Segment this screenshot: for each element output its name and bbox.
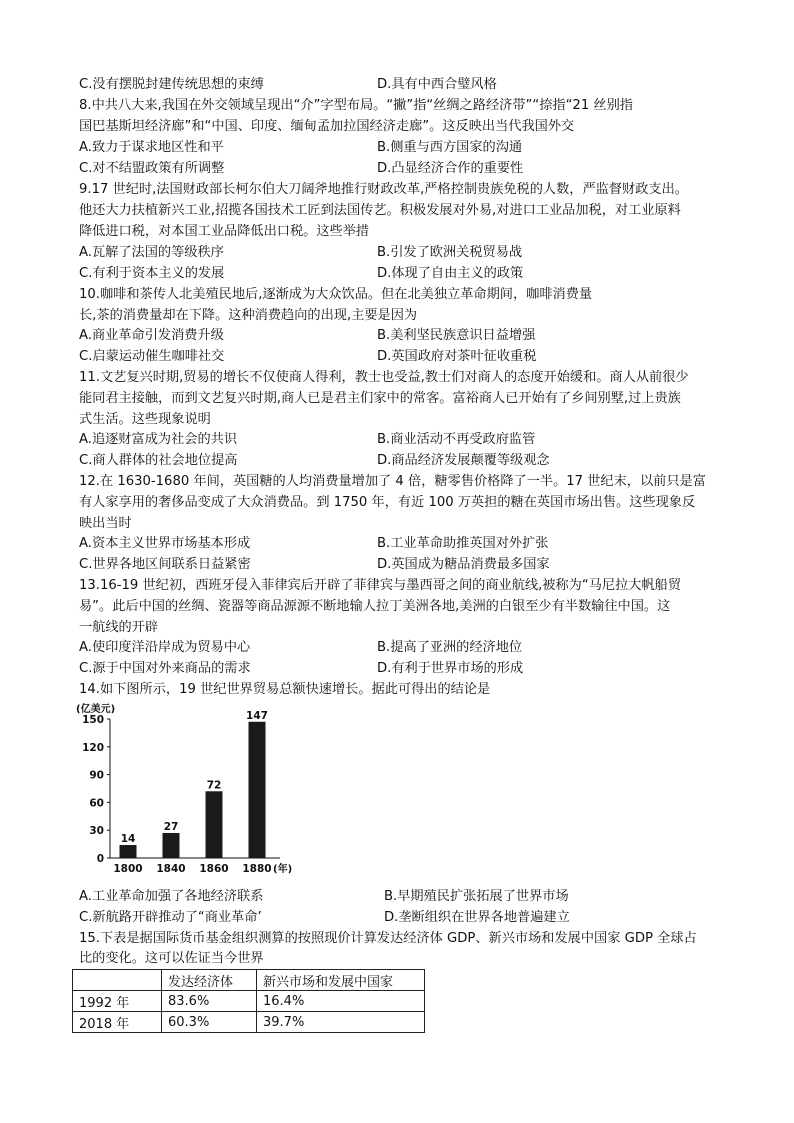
q12-option-b: B.工业革命助推英国对外扩张 xyxy=(377,536,549,551)
table-header-cell: 新兴市场和发展中国家 xyxy=(257,970,425,991)
q14-stem: 14.如下图所示，19 世纪世界贸易总额快速增长。据此可得出的结论是 xyxy=(79,682,491,697)
q9-option-c: C.有利于资本主义的发展 xyxy=(79,266,225,281)
q14-option-a: A.工业革命加强了各地经济联系 xyxy=(79,889,264,904)
q10-option-b: B.美利坚民族意识日益增强 xyxy=(377,328,536,343)
q13-stem-line-3: 一航线的开辟 xyxy=(79,620,159,635)
data-label: 147 xyxy=(246,709,268,722)
gdp-share-table xyxy=(72,969,425,1033)
bar-1880 xyxy=(249,722,266,858)
q15-stem-line-1: 15.下表是据国际货币基金组织测算的按照现价计算发达经济体 GDP、新兴市场和发展中国家 GDP 全球占 xyxy=(79,931,697,946)
q10-option-c: C.启蒙运动催生咖啡社交 xyxy=(79,349,225,364)
q11-option-c: C.商人群体的社会地位提高 xyxy=(79,453,238,468)
x-tick-label: 1800 xyxy=(113,863,143,875)
q12-stem-line-1: 12.在 1630-1680 年间，英国糖的人均消费量增加了 4 倍，糖零售价格降了一半。17 世纪末，以前只是富 xyxy=(79,474,706,489)
q11-option-a: A.追逐财富成为社会的共识 xyxy=(79,432,238,447)
bar-1860 xyxy=(206,791,223,858)
q7-option-d: D.具有中西合璧风格 xyxy=(377,77,497,92)
q8-option-a: A.致力于谋求地区性和平 xyxy=(79,140,224,155)
y-tick-label: 90 xyxy=(89,769,104,782)
x-tick-label: 1840 xyxy=(156,863,186,875)
q14-option-d: D.垄断组织在世界各地普遍建立 xyxy=(384,910,570,925)
q10-stem-line-2: 长,茶的消费量却在下降。这种消费趋向的出现,主要是因为 xyxy=(79,308,418,323)
x-axis-unit: (年) xyxy=(273,864,293,875)
bar-1800 xyxy=(120,845,137,858)
q9-option-a: A.瓦解了法国的等级秩序 xyxy=(79,245,224,260)
q13-option-d: D.有利于世界市场的形成 xyxy=(377,661,524,676)
q8-stem-line-1: 8.中共八大来,我国在外交领域呈现出“介”字型布局。“撇”指“丝绸之路经济带”“捺指“21 丝别指 xyxy=(79,98,633,113)
q12-stem-line-3: 映出当时 xyxy=(79,516,132,531)
q13-stem-line-2: 易”。此后中国的丝绸、瓷器等商品源源不断地输人拉丁美洲各地,美洲的白银至少有半数输往中国。这 xyxy=(79,599,671,614)
bar-1840 xyxy=(163,833,180,858)
q11-option-b: B.商业活动不再受政府监管 xyxy=(377,432,536,447)
data-label: 14 xyxy=(120,833,136,846)
q13-stem-line-1: 13.16-19 世纪初，西班牙侵入菲律宾后开辟了菲律宾与墨西哥之间的商业航线,被称为“马尼拉大帆船贸 xyxy=(79,578,682,593)
q13-option-c: C.源于中国对外来商品的需求 xyxy=(79,661,251,676)
q10-stem-line-1: 10.咖啡和茶传人北美殖民地后,逐渐成为大众饮品。但在北美独立革命期间，咖啡消费量 xyxy=(79,287,593,302)
q10-option-d: D.英国政府对茶叶征收重税 xyxy=(377,349,537,364)
table-cell: 83.6% xyxy=(162,991,257,1012)
q13-option-a: A.使印度洋沿岸成为贸易中心 xyxy=(79,640,251,655)
table-header-cell: 发达经济体 xyxy=(162,970,257,991)
q7-option-c: C.没有摆脱封建传统思想的束缚 xyxy=(79,77,264,92)
q14-option-b: B.早期殖民扩张拓展了世界市场 xyxy=(384,889,569,904)
q9-stem-line-2: 他还大力扶植新兴工业,招揽各国技术工匠到法国传艺。积极发展对外易,对进口工业品加税，对工业原料 xyxy=(79,203,681,218)
q8-option-c: C.对不结盟政策有所调整 xyxy=(79,161,225,176)
q9-stem-line-1: 9.17 世纪时,法国财政部长柯尔伯大刀阔斧地推行财政改革,严格控制贵族免税的人数，严监督财政支出。 xyxy=(79,182,688,197)
q9-option-b: B.引发了欧洲关税贸易战 xyxy=(377,245,523,260)
q11-option-d: D.商品经济发展颠覆等级观念 xyxy=(377,453,550,468)
y-tick-label: 30 xyxy=(89,825,104,838)
q10-option-a: A.商业革命引发消费升级 xyxy=(79,328,224,343)
q11-stem-line-3: 式生活。这些现象说明 xyxy=(79,412,211,427)
q8-option-d: D.凸显经济合作的重要性 xyxy=(377,161,524,176)
y-tick-label: 120 xyxy=(82,741,104,754)
q8-stem-line-2: 国巴基斯坦经济廊”和“中国、印度、缅甸孟加拉国经济走廊”。这反映出当代我国外交 xyxy=(79,119,575,134)
world-trade-bar-chart xyxy=(72,703,312,875)
x-tick-label: 1880 xyxy=(242,863,272,875)
table-cell: 60.3% xyxy=(162,1012,257,1033)
q12-option-a: A.资本主义世界市场基本形成 xyxy=(79,536,251,551)
y-tick-label: 60 xyxy=(89,797,104,810)
q11-stem-line-2: 能同君主接触，而到文艺复兴时期,商人已是君主们家中的常客。富裕商人已开始有了乡间别墅,过上贵族 xyxy=(79,391,681,406)
q15-stem-line-2: 比的变化。这可以佐证当今世界 xyxy=(79,951,264,966)
data-label: 27 xyxy=(163,820,179,833)
q9-stem-line-3: 降低进口税，对本国工业品降低出口税。这些举措 xyxy=(79,224,370,239)
table-row xyxy=(73,1012,425,1033)
q13-option-b: B.提高了亚洲的经济地位 xyxy=(377,640,523,655)
q12-option-c: C.世界各地区间联系日益紧密 xyxy=(79,557,251,572)
q11-stem-line-1: 11.文艺复兴时期,贸易的增长不仅使商人得利，教士也受益,教士们对商人的态度开始缓和。商人从前很少 xyxy=(79,370,689,385)
table-header-row xyxy=(73,970,425,991)
table-header-cell xyxy=(73,970,162,991)
y-tick-label: 150 xyxy=(82,714,104,726)
q14-option-c: C.新航路开辟推动了“商业革命’ xyxy=(79,910,262,925)
table-cell: 39.7% xyxy=(257,1012,425,1033)
x-tick-label: 1860 xyxy=(199,863,229,875)
table-cell: 2018 年 xyxy=(73,1012,162,1033)
y-axis-label: (亿美元) xyxy=(76,704,116,715)
q12-option-d: D.英国成为糖品消费最多国家 xyxy=(377,557,550,572)
q8-option-b: B.侧重与西方国家的沟通 xyxy=(377,140,523,155)
data-label: 72 xyxy=(206,779,222,792)
q12-stem-line-2: 有人家享用的奢侈品变成了大众消费品。到 1750 年，有近 100 万英担的糖在英国市场出售。这些现象反 xyxy=(79,495,696,510)
table-cell: 16.4% xyxy=(257,991,425,1012)
q9-option-d: D.体现了自由主义的政策 xyxy=(377,266,524,281)
y-tick-label: 0 xyxy=(96,853,104,865)
table-row xyxy=(73,991,425,1012)
table-cell: 1992 年 xyxy=(73,991,162,1012)
